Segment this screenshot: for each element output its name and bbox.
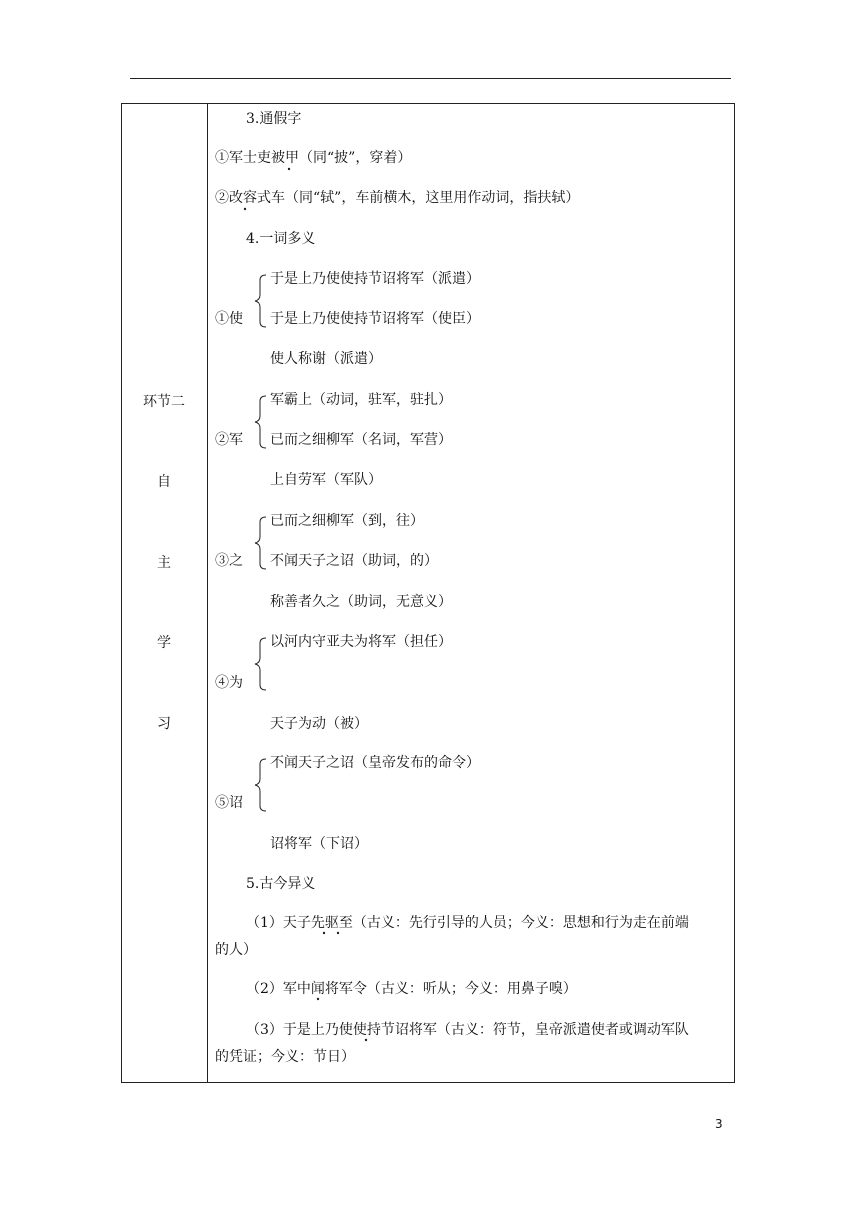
yici-3-bottom: 称善者久之（助词，无意义） bbox=[270, 594, 452, 610]
yici-1-top: 于是上乃使使持节诏将军（派遣） bbox=[270, 271, 480, 287]
yici-3-top: 已而之细柳军（到，往） bbox=[270, 513, 424, 529]
yici-2-label: ②军 bbox=[215, 432, 243, 448]
gujin-2-line-1: （2）军中闻将军令（古义：听从；今义：用鼻子嗅） bbox=[246, 981, 577, 997]
yici-2-mid: 已而之细柳军（名词，军营） bbox=[270, 432, 452, 448]
section-label-5: 习 bbox=[157, 716, 171, 732]
tongjia-line-1: ①军士吏被甲（同“披”，穿着） bbox=[215, 150, 412, 166]
yici-3-label: ③之 bbox=[215, 553, 243, 569]
yici-2-bottom: 上自劳军（军队） bbox=[270, 472, 382, 488]
yici-4-bottom: 天子为动（被） bbox=[270, 716, 368, 732]
yici-5-bottom: 诏将军（下诏） bbox=[270, 836, 368, 852]
yici-5-top: 不闻天子之诏（皇帝发布的命令） bbox=[270, 755, 480, 771]
section-label-2: 自 bbox=[157, 474, 171, 490]
yici-1-bottom: 使人称谢（派遣） bbox=[270, 351, 382, 367]
gujin-1-line-1: （1）天子先驱至（古义：先行引导的人员；今义：思想和行为走在前端 bbox=[246, 915, 689, 931]
section-label-1: 环节二 bbox=[143, 394, 185, 410]
section-label-4: 学 bbox=[157, 635, 171, 651]
tongjia-line-2: ②改容式车（同“轼”，车前横木，这里用作动词，指扶轼） bbox=[215, 190, 580, 206]
gujin-3-line-1: （3）于是上乃使使持节诏将军（古义：符节，皇帝派遣使者或调动军队 bbox=[246, 1022, 689, 1038]
page-number: 3 bbox=[715, 1117, 723, 1131]
yici-1-label: ①使 bbox=[215, 311, 243, 327]
yici-4-top: 以河内守亚夫为将军（担任） bbox=[270, 634, 452, 650]
yici-3-mid: 不闻天子之诏（助词，的） bbox=[270, 553, 438, 569]
yici-5-label: ⑤诏 bbox=[215, 795, 243, 811]
yici-2-top: 军霸上（动词，驻军，驻扎） bbox=[270, 392, 452, 408]
sec5-title: 5.古今异义 bbox=[246, 876, 316, 892]
section-label-3: 主 bbox=[157, 555, 171, 571]
yici-1-mid: 于是上乃使使持节诏将军（使臣） bbox=[270, 311, 480, 327]
gujin-3-line-2: 的凭证；今义：节日） bbox=[215, 1049, 355, 1065]
gujin-1-line-2: 的人） bbox=[215, 942, 257, 958]
sec4-title: 4.一词多义 bbox=[246, 231, 316, 247]
sec3-title: 3.通假字 bbox=[246, 111, 302, 127]
yici-4-label: ④为 bbox=[215, 675, 243, 691]
